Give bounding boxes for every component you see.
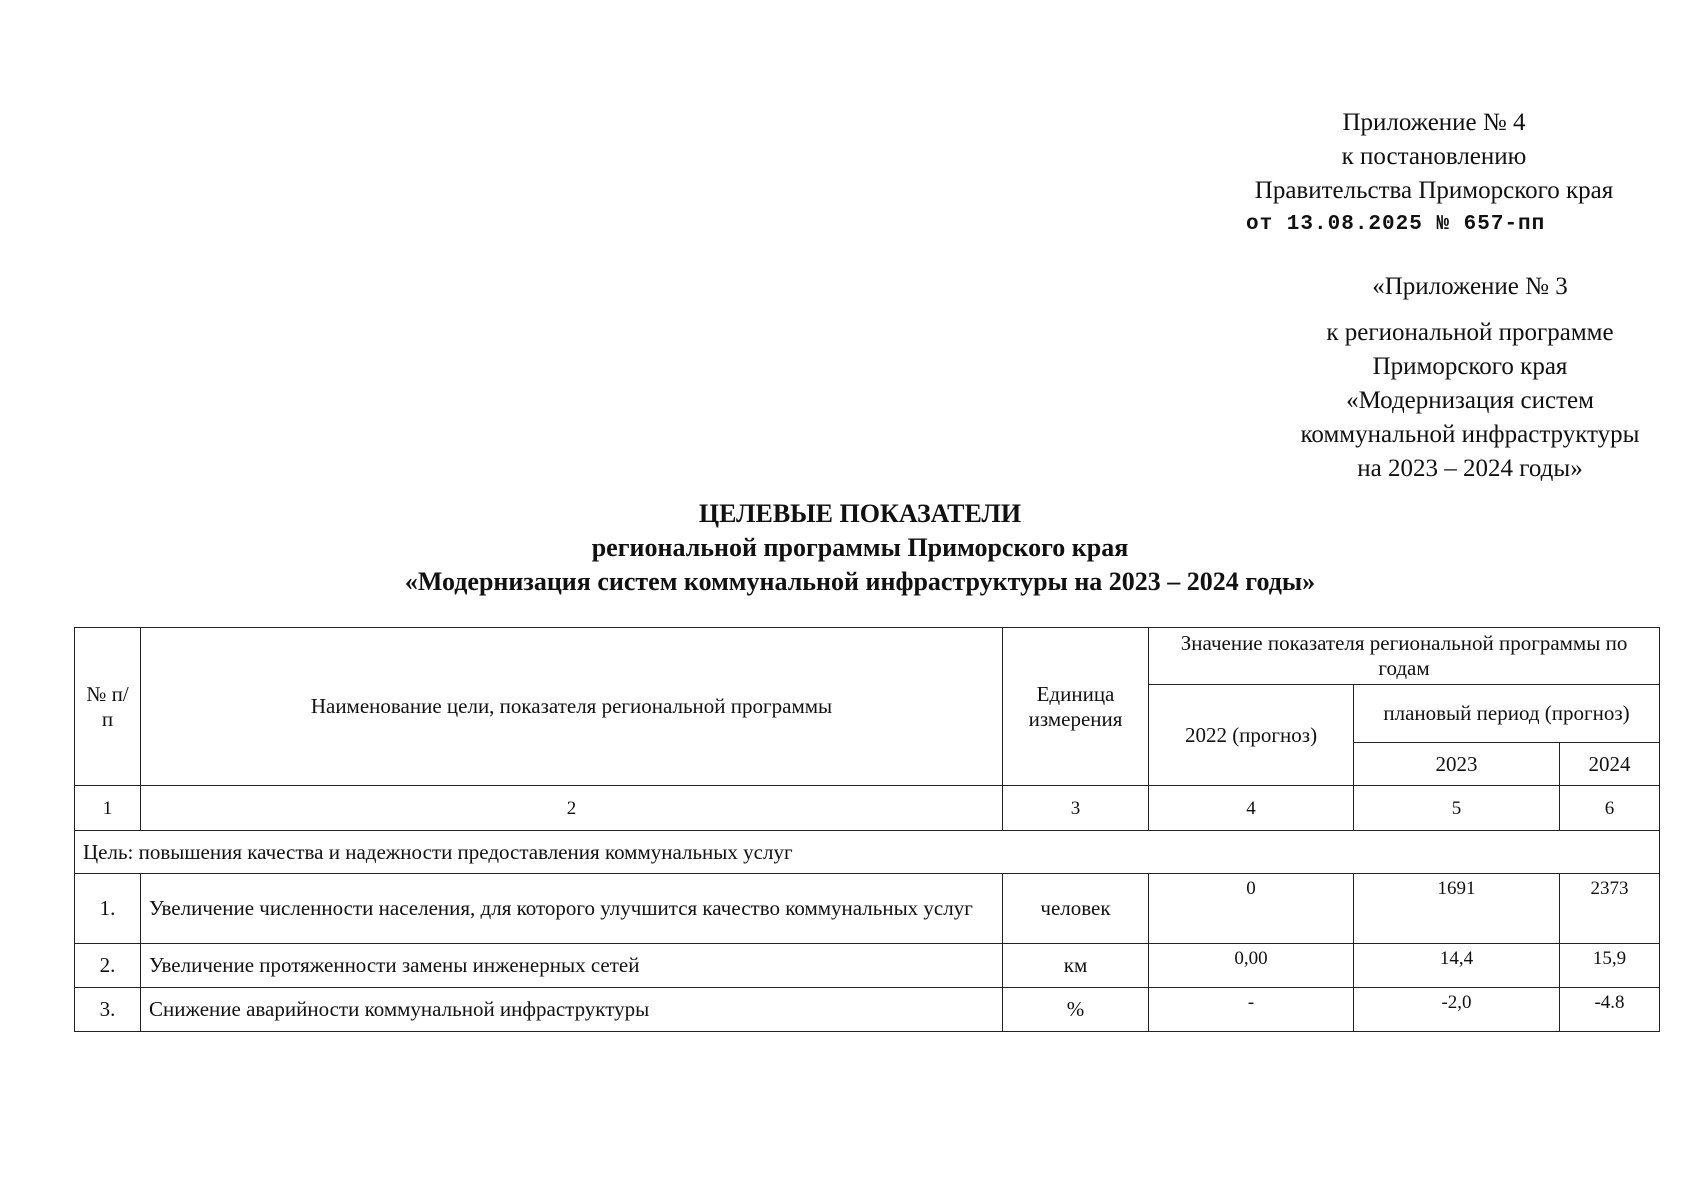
row-name: Снижение аварийности коммунальной инфраструктуры [141,988,1003,1032]
header-year-2024: 2024 [1560,743,1660,786]
row-name: Увеличение протяженности замены инженерных сетей [141,944,1003,988]
row-unit: % [1003,988,1149,1032]
title-line-2: региональной программы Приморского края [591,533,1129,562]
row-value-2022: - [1149,988,1354,1032]
row-unit: человек [1003,874,1149,944]
title-line-1: ЦЕЛЕВЫЕ ПОКАЗАТЕЛИ [698,499,1022,528]
indicators-table [74,627,1660,1032]
header-planned-period: плановый период (прогноз) [1354,685,1660,743]
row-name: Увеличение численности населения, для которого улучшится качество коммунальных услуг [141,874,1003,944]
header-unit: Единица измерения [1003,628,1149,786]
header-num: № п/п [75,628,141,786]
column-number: 5 [1354,786,1560,831]
title-line-3: «Модернизация систем коммунальной инфраструктуры на 2023 – 2024 годы» [404,567,1316,596]
appendix-government: Правительства Приморского края [1254,177,1614,204]
header-values-group: Значение показателя региональной программы по годам [1149,628,1660,685]
row-unit: км [1003,944,1149,988]
previous-appendix-header [1255,270,1685,486]
row-value-2024: 15,9 [1560,944,1660,988]
prev-appendix-number: «Приложение № 3 [1372,273,1568,300]
row-num: 3. [75,988,141,1032]
header-2022-forecast: 2022 (прогноз) [1149,685,1354,786]
column-number: 1 [75,786,141,831]
appendix-number: Приложение № 4 [1342,109,1526,136]
header-name: Наименование цели, показателя региональной программы [141,628,1003,786]
row-value-2022: 0 [1149,874,1354,944]
table-row [75,988,1660,1032]
column-number-row [75,786,1660,831]
prev-appendix-line6: на 2023 – 2024 годы» [1357,455,1583,482]
row-num: 2. [75,944,141,988]
column-number: 3 [1003,786,1149,831]
decree-number: от 13.08.2025 № 657-пп [1246,213,1546,236]
prev-appendix-line2: к региональной программе [1326,319,1614,346]
appendix-to-decree: к постановлению [1341,143,1527,170]
appendix-header [1210,106,1658,242]
row-value-2023: 1691 [1354,874,1560,944]
prev-appendix-line3: Приморского края [1372,353,1568,380]
header-year-2023: 2023 [1354,743,1560,786]
row-value-2023: -2,0 [1354,988,1560,1032]
row-value-2024: 2373 [1560,874,1660,944]
row-num: 1. [75,874,141,944]
column-number: 2 [141,786,1003,831]
prev-appendix-line5: коммунальной инфраструктуры [1300,421,1640,448]
column-number: 4 [1149,786,1354,831]
row-value-2023: 14,4 [1354,944,1560,988]
prev-appendix-line4: «Модернизация систем [1346,387,1594,414]
column-number: 6 [1560,786,1660,831]
table-row [75,874,1660,944]
goal-row: Цель: повышения качества и надежности предоставления коммунальных услуг [75,831,1660,874]
table-row [75,944,1660,988]
row-value-2022: 0,00 [1149,944,1354,988]
document-title [260,497,1460,599]
row-value-2024: -4.8 [1560,988,1660,1032]
